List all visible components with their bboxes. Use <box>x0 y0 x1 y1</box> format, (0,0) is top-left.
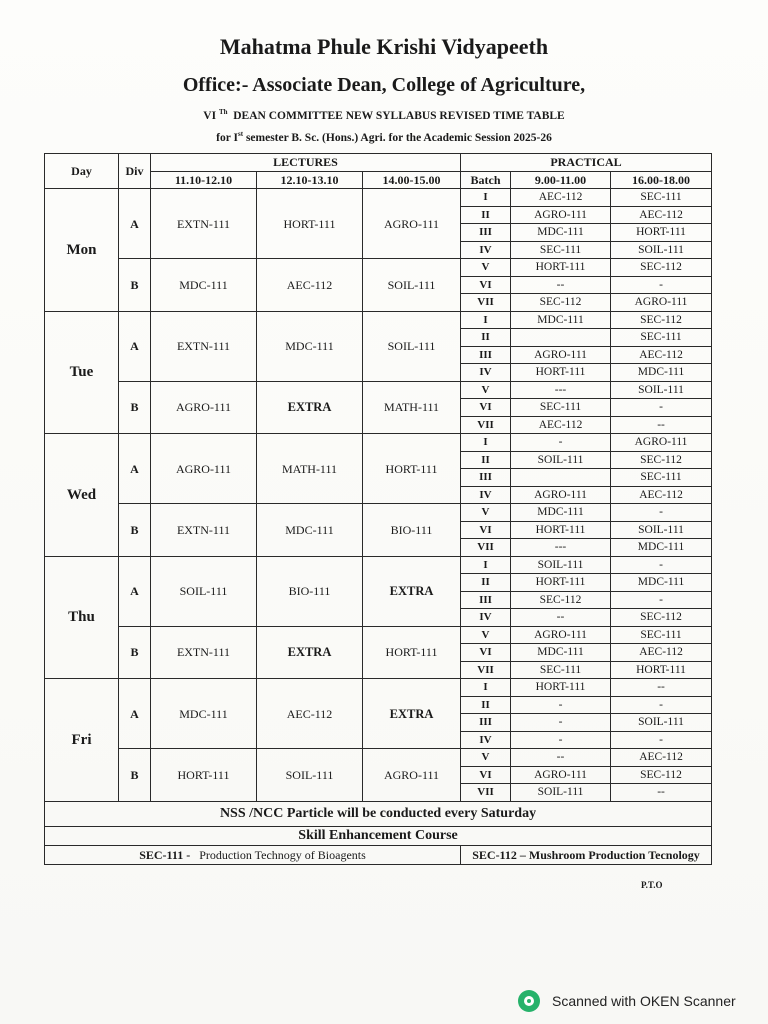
practical-cell: SEC-111 <box>511 241 611 259</box>
practical-cell: SEC-112 <box>611 311 712 329</box>
nss-note: NSS /NCC Particle will be conducted every Saturday <box>45 801 712 826</box>
practical-cell: SEC-111 <box>511 399 611 417</box>
batch-cell: V <box>461 749 511 767</box>
lecture-cell: EXTRA <box>257 626 363 679</box>
practical-cell: - <box>611 591 712 609</box>
lecture-cell: AGRO-111 <box>363 189 461 259</box>
batch-cell: IV <box>461 241 511 259</box>
batch-cell: VI <box>461 521 511 539</box>
batch-cell: IV <box>461 364 511 382</box>
batch-cell: II <box>461 696 511 714</box>
practical-cell: HORT-111 <box>511 679 611 697</box>
practical-cell: SEC-111 <box>611 189 712 207</box>
batch-cell: VII <box>461 784 511 802</box>
lecture-cell: EXTRA <box>257 381 363 434</box>
practical-cell: AEC-112 <box>511 416 611 434</box>
div-cell: B <box>119 626 151 679</box>
batch-cell: III <box>461 591 511 609</box>
practical-cell: - <box>611 276 712 294</box>
slot-2: 12.10-13.10 <box>257 171 363 189</box>
header-practical: PRACTICAL <box>461 154 712 172</box>
practical-cell: MDC-111 <box>511 504 611 522</box>
batch-cell: I <box>461 189 511 207</box>
practical-cell: SEC-111 <box>611 626 712 644</box>
practical-cell: SOIL-111 <box>611 714 712 732</box>
batch-cell: III <box>461 714 511 732</box>
practical-cell: -- <box>611 679 712 697</box>
table-row <box>45 381 712 399</box>
practical-cell: HORT-111 <box>611 224 712 242</box>
div-cell: A <box>119 311 151 381</box>
lecture-cell: MATH-111 <box>257 434 363 504</box>
day-cell: Tue <box>45 311 119 434</box>
lecture-cell: MATH-111 <box>363 381 461 434</box>
practical-cell: -- <box>511 749 611 767</box>
practical-cell: HORT-111 <box>611 661 712 679</box>
practical-cell: AEC-112 <box>611 486 712 504</box>
lecture-cell: AGRO-111 <box>363 749 461 802</box>
practical-cell: MDC-111 <box>511 644 611 662</box>
pto-mark: P.T.O <box>641 880 663 890</box>
practical-cell: SOIL-111 <box>611 521 712 539</box>
practical-cell: SEC-112 <box>511 294 611 312</box>
table-row <box>45 189 712 207</box>
practical-cell: SOIL-111 <box>511 784 611 802</box>
practical-cell: - <box>511 696 611 714</box>
header-batch: Batch <box>461 171 511 189</box>
lecture-cell: AGRO-111 <box>151 434 257 504</box>
batch-cell: VI <box>461 766 511 784</box>
practical-cell: -- <box>511 609 611 627</box>
table-row <box>45 434 712 452</box>
practical-cell: SEC-112 <box>511 591 611 609</box>
batch-cell: IV <box>461 486 511 504</box>
lecture-cell: MDC-111 <box>151 259 257 312</box>
batch-cell: I <box>461 434 511 452</box>
table-row <box>45 679 712 697</box>
practical-cell: SEC-111 <box>611 469 712 487</box>
practical-cell: SOIL-111 <box>611 241 712 259</box>
practical-cell: HORT-111 <box>511 574 611 592</box>
practical-cell: AEC-112 <box>611 346 712 364</box>
oken-logo-icon <box>518 990 540 1012</box>
lecture-cell: EXTRA <box>363 679 461 749</box>
practical-cell: AEC-112 <box>611 749 712 767</box>
day-cell: Fri <box>45 679 119 802</box>
practical-cell: - <box>611 731 712 749</box>
practical-cell: AEC-112 <box>611 206 712 224</box>
batch-cell: V <box>461 504 511 522</box>
batch-cell: VII <box>461 416 511 434</box>
slot-3: 14.00-15.00 <box>363 171 461 189</box>
header-div: Div <box>119 154 151 189</box>
div-cell: A <box>119 434 151 504</box>
lecture-cell: SOIL-111 <box>151 556 257 626</box>
skill-heading: Skill Enhancement Course <box>45 826 712 845</box>
batch-cell: VII <box>461 539 511 557</box>
office-title: Office:- Associate Dean, College of Agriculture, <box>182 74 586 96</box>
batch-cell: I <box>461 556 511 574</box>
lecture-cell: EXTN-111 <box>151 504 257 557</box>
lecture-cell: MDC-111 <box>257 504 363 557</box>
practical-cell: HORT-111 <box>511 521 611 539</box>
practical-cell: SOIL-111 <box>511 556 611 574</box>
lecture-cell: EXTN-111 <box>151 626 257 679</box>
practical-cell: AGRO-111 <box>611 294 712 312</box>
batch-cell: V <box>461 259 511 277</box>
table-row <box>45 556 712 574</box>
practical-cell <box>511 469 611 487</box>
header-day: Day <box>45 154 119 189</box>
practical-cell: -- <box>611 416 712 434</box>
practical-cell: - <box>511 434 611 452</box>
batch-cell: VI <box>461 644 511 662</box>
slot-1: 11.10-12.10 <box>151 171 257 189</box>
lecture-cell: HORT-111 <box>363 626 461 679</box>
div-cell: B <box>119 259 151 312</box>
practical-cell: MDC-111 <box>611 364 712 382</box>
practical-cell: AGRO-111 <box>511 206 611 224</box>
semester-line: for Ist semester B. Sc. (Hons.) Agri. for the Academic Session 2025-26 <box>216 130 552 144</box>
div-cell: A <box>119 556 151 626</box>
lecture-cell: HORT-111 <box>151 749 257 802</box>
committee-line: VI $^{Th}$ DEAN COMMITTEE NEW SYLLABUS REVISED TIME TABLE <box>203 108 565 122</box>
timetable <box>44 153 712 865</box>
batch-cell: VI <box>461 276 511 294</box>
batch-cell: II <box>461 329 511 347</box>
table-row <box>45 259 712 277</box>
practical-cell: SEC-111 <box>611 329 712 347</box>
batch-cell: III <box>461 346 511 364</box>
practical-cell: MDC-111 <box>511 311 611 329</box>
header-lectures: LECTURES <box>151 154 461 172</box>
batch-cell: I <box>461 679 511 697</box>
practical-cell: - <box>611 556 712 574</box>
practical-cell: SEC-112 <box>611 609 712 627</box>
batch-cell: V <box>461 381 511 399</box>
practical-cell <box>511 329 611 347</box>
practical-cell: HORT-111 <box>511 259 611 277</box>
practical-cell: SOIL-111 <box>611 381 712 399</box>
sec111-note: SEC-111 - Production Technogy of Bioagents <box>45 845 461 864</box>
batch-cell: III <box>461 469 511 487</box>
practical-cell: MDC-111 <box>511 224 611 242</box>
practical-cell: -- <box>611 784 712 802</box>
div-cell: B <box>119 381 151 434</box>
lecture-cell: EXTN-111 <box>151 189 257 259</box>
practical-cell: SEC-112 <box>611 451 712 469</box>
practical-cell: MDC-111 <box>611 574 712 592</box>
practical-cell: - <box>611 696 712 714</box>
batch-cell: VII <box>461 661 511 679</box>
practical-cell: - <box>611 504 712 522</box>
lecture-cell: SOIL-111 <box>363 311 461 381</box>
practical-cell: AEC-112 <box>511 189 611 207</box>
batch-cell: III <box>461 224 511 242</box>
practical-cell: SOIL-111 <box>511 451 611 469</box>
university-title: Mahatma Phule Krishi Vidyapeeth <box>219 34 549 59</box>
practical-cell: - <box>511 714 611 732</box>
lecture-cell: MDC-111 <box>151 679 257 749</box>
practical-cell: HORT-111 <box>511 364 611 382</box>
practical-cell: - <box>511 731 611 749</box>
practical-cell: SEC-111 <box>511 661 611 679</box>
lecture-cell: SOIL-111 <box>363 259 461 312</box>
table-row <box>45 311 712 329</box>
batch-cell: IV <box>461 609 511 627</box>
table-row <box>45 504 712 522</box>
div-cell: A <box>119 189 151 259</box>
practical-cell: AEC-112 <box>611 644 712 662</box>
div-cell: B <box>119 504 151 557</box>
lecture-cell: AEC-112 <box>257 679 363 749</box>
pslot-1: 9.00-11.00 <box>511 171 611 189</box>
practical-cell: -- <box>511 276 611 294</box>
practical-cell: AGRO-111 <box>611 434 712 452</box>
batch-cell: I <box>461 311 511 329</box>
batch-cell: VII <box>461 294 511 312</box>
practical-cell: AGRO-111 <box>511 766 611 784</box>
practical-cell: --- <box>511 539 611 557</box>
practical-cell: AGRO-111 <box>511 626 611 644</box>
lecture-cell: MDC-111 <box>257 311 363 381</box>
sec112-note: SEC-112 – Mushroom Production Tecnology <box>461 845 712 864</box>
day-cell: Wed <box>45 434 119 557</box>
div-cell: B <box>119 749 151 802</box>
lecture-cell: SOIL-111 <box>257 749 363 802</box>
batch-cell: V <box>461 626 511 644</box>
lecture-cell: HORT-111 <box>257 189 363 259</box>
practical-cell: AGRO-111 <box>511 346 611 364</box>
batch-cell: II <box>461 574 511 592</box>
table-row <box>45 749 712 767</box>
batch-cell: VI <box>461 399 511 417</box>
practical-cell: AGRO-111 <box>511 486 611 504</box>
day-cell: Thu <box>45 556 119 679</box>
scanner-watermark <box>518 990 736 1012</box>
day-cell: Mon <box>45 189 119 312</box>
batch-cell: II <box>461 206 511 224</box>
pslot-2: 16.00-18.00 <box>611 171 712 189</box>
lecture-cell: AEC-112 <box>257 259 363 312</box>
lecture-cell: EXTN-111 <box>151 311 257 381</box>
batch-cell: IV <box>461 731 511 749</box>
practical-cell: SEC-112 <box>611 766 712 784</box>
table-row <box>45 626 712 644</box>
lecture-cell: BIO-111 <box>363 504 461 557</box>
lecture-cell: BIO-111 <box>257 556 363 626</box>
div-cell: A <box>119 679 151 749</box>
lecture-cell: EXTRA <box>363 556 461 626</box>
practical-cell: MDC-111 <box>611 539 712 557</box>
practical-cell: --- <box>511 381 611 399</box>
practical-cell: - <box>611 399 712 417</box>
lecture-cell: AGRO-111 <box>151 381 257 434</box>
scanner-label: Scanned with OKEN Scanner <box>552 993 736 1009</box>
batch-cell: II <box>461 451 511 469</box>
lecture-cell: HORT-111 <box>363 434 461 504</box>
practical-cell: SEC-112 <box>611 259 712 277</box>
